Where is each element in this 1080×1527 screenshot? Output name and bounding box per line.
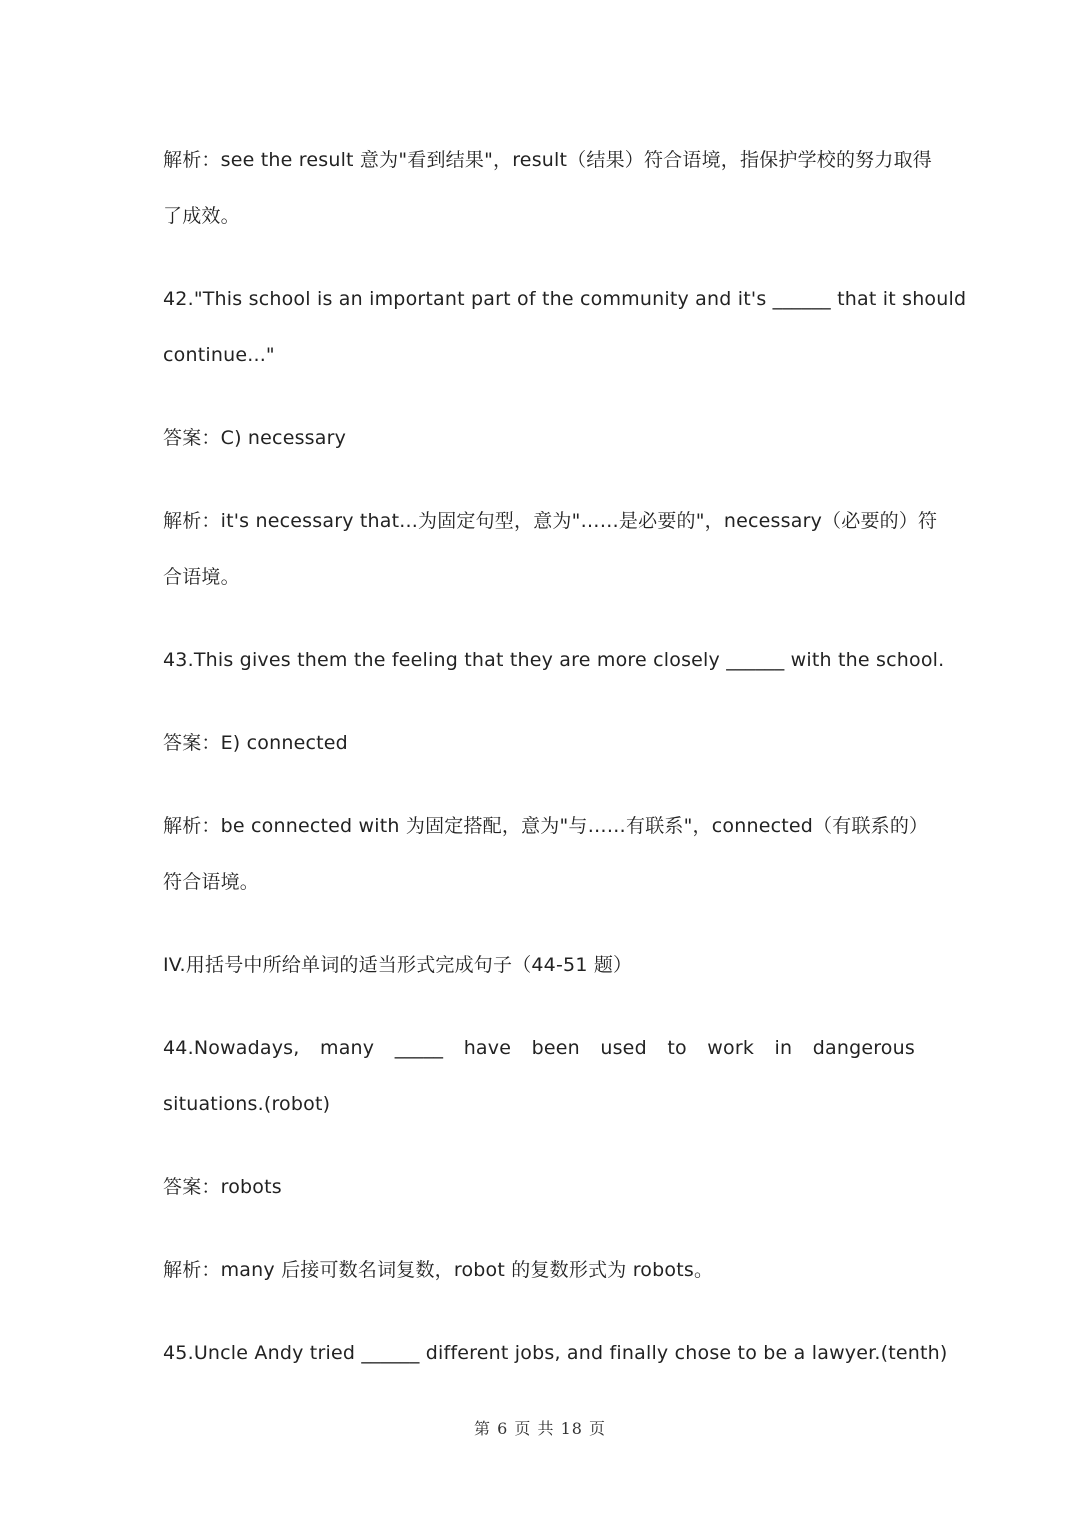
analysis-42-line-2: 合语境。 xyxy=(163,566,240,588)
analysis-43-line-2: 符合语境。 xyxy=(163,871,260,893)
footer-mid1: 页 xyxy=(514,1419,532,1438)
question-43: 43.This gives them the feeling that they are more closely ______ with the school. xyxy=(163,649,945,671)
analysis-41-line-1: 解析：see the result 意为"看到结果"，result（结果）符合语境，指保护学校的努力取得 xyxy=(163,149,932,171)
analysis-43-line-1: 解析：be connected with 为固定搭配，意为"与……有联系"，connected（有联系的） xyxy=(163,815,929,837)
q44-word: have xyxy=(463,1037,512,1059)
q44-word: 44.Nowadays, xyxy=(163,1037,300,1059)
question-44-line-1 xyxy=(163,1034,915,1062)
footer-suffix: 页 xyxy=(589,1419,607,1438)
q44-word: in xyxy=(774,1037,793,1059)
question-42-line-2: continue..." xyxy=(163,344,275,366)
q44-word: been xyxy=(531,1037,580,1059)
footer-total-pages: 18 xyxy=(560,1419,583,1438)
section-iv-heading: IV.用括号中所给单词的适当形式完成句子（44-51 题） xyxy=(163,954,633,976)
footer-mid2: 共 xyxy=(537,1419,555,1438)
question-45: 45.Uncle Andy tried ______ different jobs, and finally chose to be a lawyer.(tenth) xyxy=(163,1342,948,1364)
page-footer xyxy=(0,1416,1080,1439)
footer-current-page: 6 xyxy=(497,1419,509,1438)
question-44-line-2: situations.(robot) xyxy=(163,1093,331,1115)
q44-word: used xyxy=(600,1037,647,1059)
question-42-line-1: 42."This school is an important part of the community and it's ______ that it should xyxy=(163,288,967,310)
analysis-44: 解析：many 后接可数名词复数，robot 的复数形式为 robots。 xyxy=(163,1259,714,1281)
analysis-41-line-2: 了成效。 xyxy=(163,205,240,227)
q44-word: dangerous xyxy=(812,1037,915,1059)
answer-44: 答案：robots xyxy=(163,1176,282,1198)
answer-42: 答案：C) necessary xyxy=(163,427,347,449)
footer-prefix: 第 xyxy=(473,1419,491,1438)
q44-word: work xyxy=(707,1037,755,1059)
analysis-42-line-1: 解析：it's necessary that...为固定句型，意为"……是必要的"，necessary（必要的）符 xyxy=(163,510,938,532)
q44-word: to xyxy=(667,1037,687,1059)
answer-43: 答案：E) connected xyxy=(163,732,348,754)
q44-blank: _____ xyxy=(394,1037,444,1059)
q44-word: many xyxy=(320,1037,375,1059)
